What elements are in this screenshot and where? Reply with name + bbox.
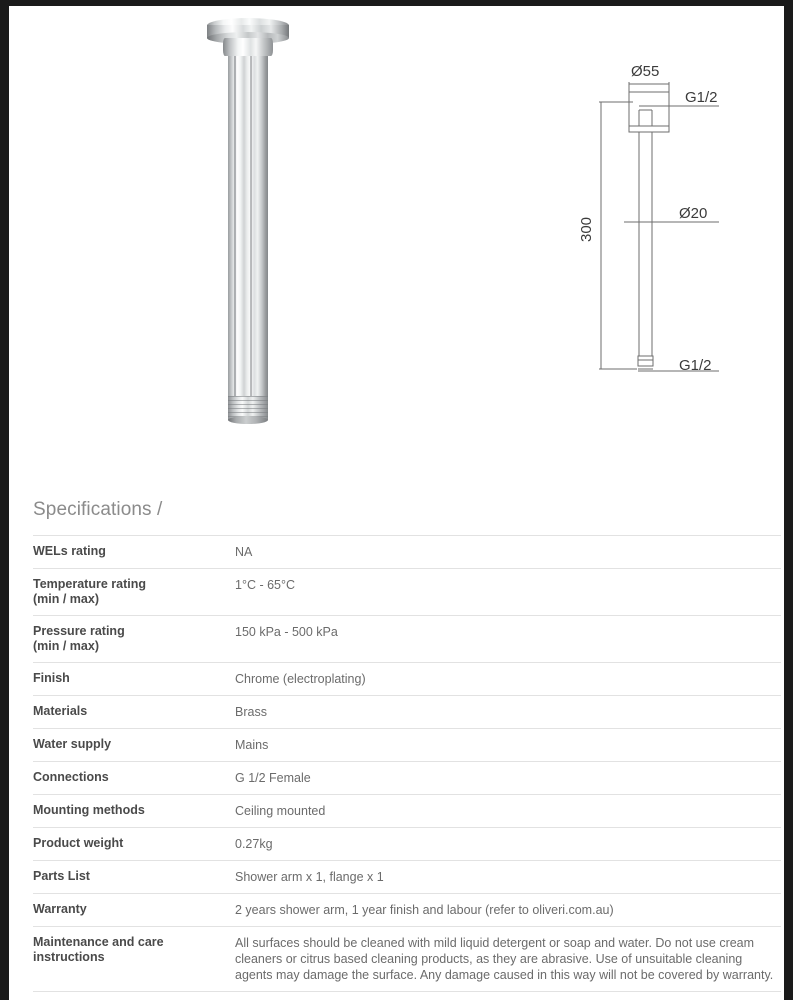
spec-label bbox=[33, 861, 235, 894]
spec-label bbox=[33, 894, 235, 927]
document-sheet bbox=[9, 6, 784, 1000]
spec-label-line1: Water supply bbox=[33, 737, 112, 751]
spec-label-line1: Warranty bbox=[33, 902, 87, 916]
spec-label bbox=[33, 616, 235, 663]
spec-value: 1°C - 65°C bbox=[235, 578, 296, 592]
drawing-bottom-thread bbox=[638, 356, 653, 366]
spec-value: Brass bbox=[235, 705, 267, 719]
spec-label-line1: Maintenance and care bbox=[33, 935, 164, 949]
product-photo bbox=[195, 10, 305, 430]
spec-value: Mains bbox=[235, 738, 269, 752]
illustration-area bbox=[9, 6, 784, 476]
table-row bbox=[33, 828, 781, 861]
spec-label-line1: Product weight bbox=[33, 836, 124, 850]
spec-label bbox=[33, 696, 235, 729]
spec-value: Shower arm x 1, flange x 1 bbox=[235, 870, 384, 884]
spec-label-line1: Mounting methods bbox=[33, 803, 145, 817]
spec-label-line1: Parts List bbox=[33, 869, 90, 883]
tube-highlight-left bbox=[234, 56, 236, 396]
specifications-table bbox=[33, 535, 781, 992]
spec-value: 0.27kg bbox=[235, 837, 273, 851]
spec-label-line2: (min / max) bbox=[33, 592, 99, 606]
technical-drawing bbox=[569, 44, 769, 394]
table-row bbox=[33, 894, 781, 927]
spec-label bbox=[33, 569, 235, 616]
spec-label-line1: Temperature rating bbox=[33, 577, 146, 591]
table-row bbox=[33, 663, 781, 696]
spec-label bbox=[33, 762, 235, 795]
spec-label-line1: Connections bbox=[33, 770, 109, 784]
spec-label-line1: Pressure rating bbox=[33, 624, 125, 638]
table-row bbox=[33, 569, 781, 616]
spec-value: Chrome (electroplating) bbox=[235, 672, 366, 686]
table-row bbox=[33, 795, 781, 828]
spec-label bbox=[33, 795, 235, 828]
spec-label-line1: Finish bbox=[33, 671, 70, 685]
label-overall-length: 300 bbox=[578, 216, 595, 242]
label-thread-bottom: G1/2 bbox=[679, 357, 712, 374]
label-flange-diameter: Ø55 bbox=[631, 63, 660, 80]
spec-label bbox=[33, 729, 235, 762]
table-row bbox=[33, 861, 781, 894]
spec-label bbox=[33, 536, 235, 569]
drawing-flange-outline bbox=[629, 92, 669, 126]
spec-label bbox=[33, 663, 235, 696]
table-row bbox=[33, 729, 781, 762]
table-row bbox=[33, 762, 781, 795]
spec-label-line1: WELs rating bbox=[33, 544, 106, 558]
spec-value: 150 kPa - 500 kPa bbox=[235, 625, 338, 639]
spec-value: Ceiling mounted bbox=[235, 804, 326, 818]
tube-highlight-right bbox=[250, 56, 252, 396]
table-row bbox=[33, 927, 781, 992]
threaded-end-cap bbox=[228, 416, 268, 424]
technical-drawing-svg bbox=[569, 44, 769, 394]
table-row bbox=[33, 616, 781, 663]
table-row bbox=[33, 536, 781, 569]
spec-value: 2 years shower arm, 1 year finish and labour (refer to oliveri.com.au) bbox=[235, 903, 614, 917]
specifications-heading: Specifications / bbox=[33, 499, 163, 520]
table-row bbox=[33, 696, 781, 729]
label-tube-diameter: Ø20 bbox=[679, 205, 708, 222]
spec-label-line2: (min / max) bbox=[33, 639, 99, 653]
spec-value: NA bbox=[235, 545, 253, 559]
spec-value: G 1/2 Female bbox=[235, 771, 311, 785]
drawing-flange-plate bbox=[629, 126, 669, 132]
label-thread-top: G1/2 bbox=[685, 89, 718, 106]
spec-value: All surfaces should be cleaned with mild liquid detergent or soap and water. Do not use cream cleaners or citrus based cleaning products, as they are abrasive. Use of unsuitable cleaning agents may damage the surface. Any damage caused in this way will not be covered by warranty. bbox=[235, 936, 774, 982]
spec-label bbox=[33, 927, 235, 992]
spec-label-line1: Materials bbox=[33, 704, 88, 718]
spec-label-line2: instructions bbox=[33, 950, 105, 964]
spec-label bbox=[33, 828, 235, 861]
